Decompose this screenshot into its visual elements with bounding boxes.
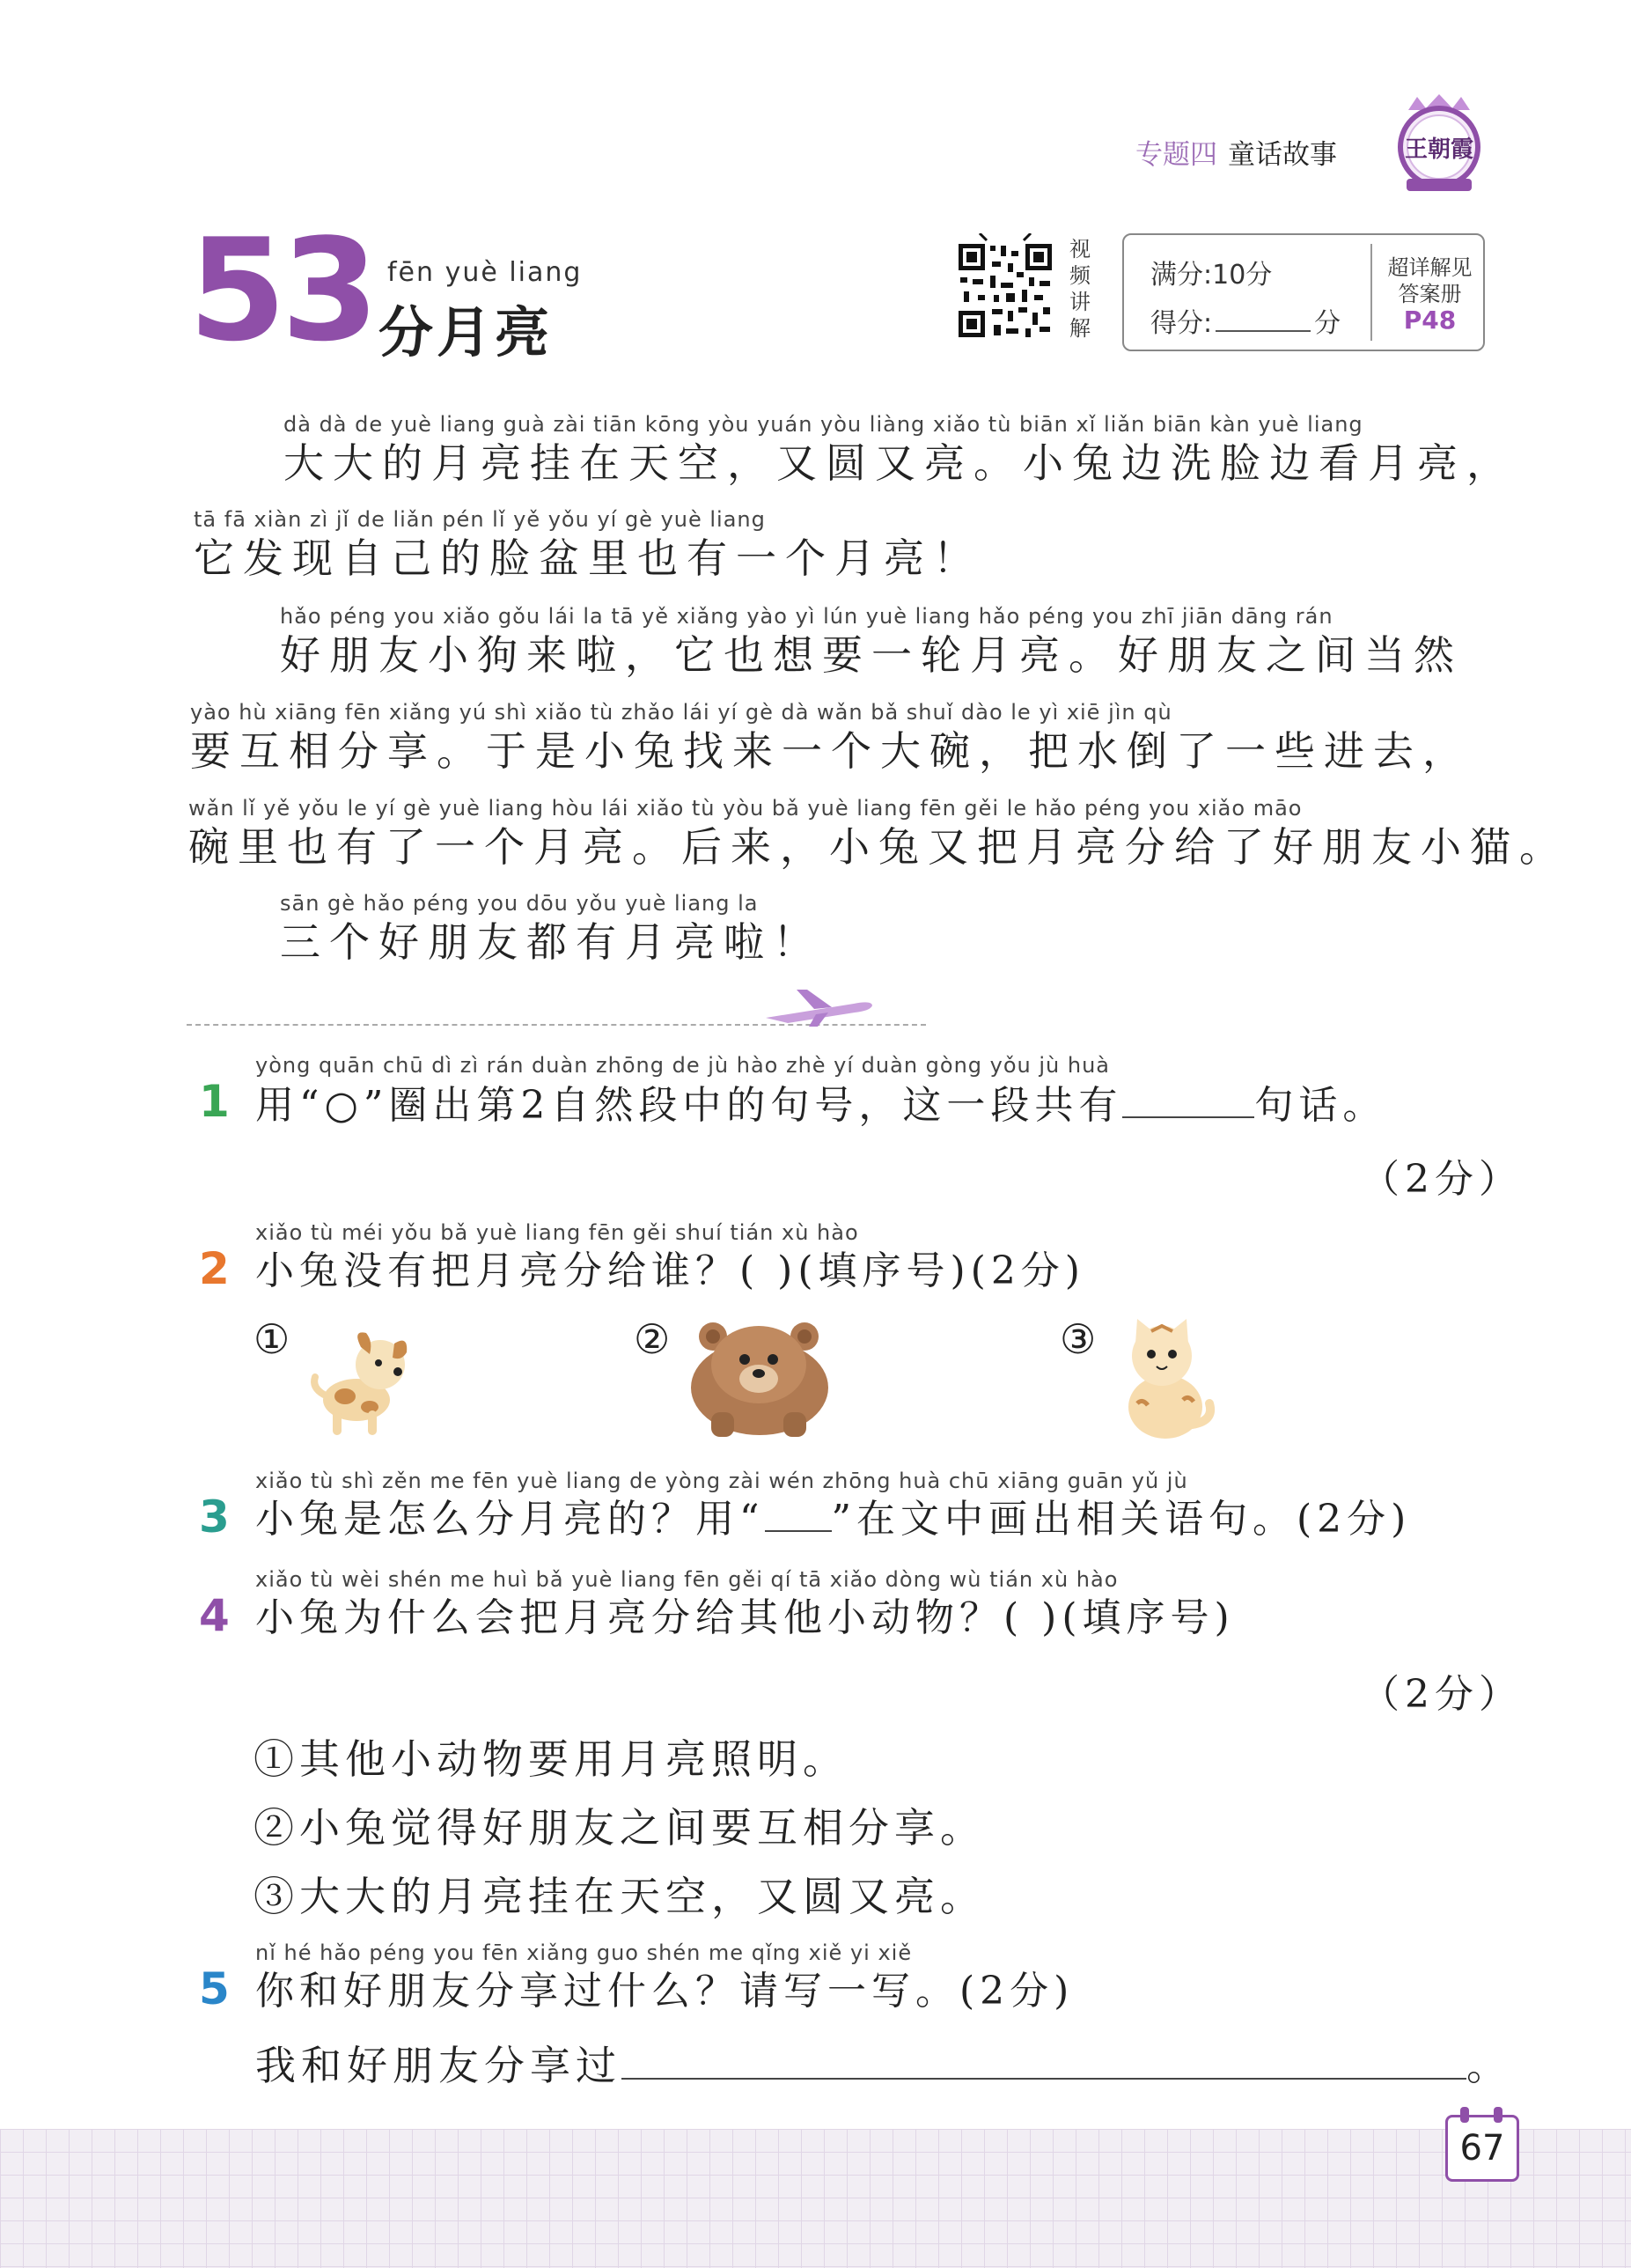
- q4-choice-2: ②小兔觉得好朋友之间要互相分享。: [253, 1804, 986, 1852]
- title-pinyin: fēn yuè liang: [387, 257, 583, 288]
- page-number-box: [1445, 2115, 1519, 2182]
- cat-icon: [1113, 1312, 1218, 1447]
- question-4-number: 4: [199, 1590, 230, 1641]
- badge-text: 王朝霞: [1404, 136, 1473, 163]
- lesson-title: 分月亮: [378, 300, 554, 364]
- score-box: [1122, 233, 1485, 351]
- bear-icon: [685, 1310, 834, 1446]
- brand-badge-logo: [1391, 92, 1488, 198]
- question-2-number: 2: [199, 1243, 230, 1294]
- question-2: xiǎo tù méi yǒu bǎ yuè liang fēn gěi shuí tián xù hào 小兔没有把月亮分给谁？( )(填序号)(2分): [255, 1220, 1085, 1293]
- question-3-number: 3: [199, 1491, 230, 1543]
- topic-label: 专题四: [1135, 139, 1217, 171]
- question-3: xiǎo tù shì zěn me fēn yuè liang de yòng zài wén zhōng huà chū xiāng guān yǔ jù 小兔是怎么分月亮的？用“ ”在文中画出相关语句。(2分): [255, 1469, 1412, 1542]
- q4-choice-1: ①其他小动物要用月亮照明。: [253, 1735, 849, 1783]
- topic-name: 童话故事: [1228, 139, 1337, 171]
- q5-answer-line[interactable]: 我和好朋友分享过 。: [255, 2042, 1512, 2089]
- passage-line-4: yào hù xiāng fēn xiǎng yú shì xiǎo tù zhǎo lái yí gè dà wǎn bǎ shuǐ dào le yì xiē jìn qù 要互相分享。于是小兔找来一个大碗，把水倒了一些进去，: [190, 700, 1472, 775]
- qr-label: 视 频 讲 解: [1069, 237, 1091, 341]
- question-4-score: （2分）: [1361, 1672, 1523, 1717]
- question-5: nǐ hé hǎo péng you fēn xiǎng guo shén me qǐng xiě yi xiě 你和好朋友分享过什么？请写一写。(2分): [255, 1940, 1075, 2014]
- airplane-icon: [761, 984, 876, 1028]
- passage-line-3: hǎo péng you xiǎo gǒu lái la tā yě xiǎng yào yì lún yuè liang hǎo péng you zhī jiān dāng rán 好朋友小狗来啦，它也想要一轮月亮。好朋友之间当然: [280, 604, 1463, 679]
- q1-answer-blank[interactable]: [1122, 1078, 1254, 1118]
- question-1-number: 1: [199, 1076, 230, 1127]
- question-4: xiǎo tù wèi shén me huì bǎ yuè liang fēn gěi qí tā xiǎo dòng wù tián xù hào 小兔为什么会把月亮分给其他小动物？( )(填序号): [255, 1567, 1235, 1640]
- q3-underline-sample: [765, 1495, 832, 1532]
- question-1: yòng quān chū dì zì rán duàn zhōng de jù hào zhè yí duàn gòng yǒu jù huà 用“○”圈出第2自然段中的句号，这一段共有 句话。: [255, 1053, 1387, 1128]
- full-score: 满分:10分: [1150, 260, 1273, 291]
- dog-icon: [299, 1312, 422, 1447]
- lesson-number: 53: [188, 208, 374, 372]
- q4-choice-3: ③大大的月亮挂在天空，又圆又亮。: [253, 1873, 986, 1920]
- got-score[interactable]: 得分: 分: [1150, 308, 1341, 339]
- qr-code-icon[interactable]: [955, 233, 1062, 341]
- option-2-mark: ②: [634, 1315, 671, 1363]
- option-1-mark: ①: [253, 1315, 290, 1363]
- answer-reference: 超详解见 答案册 P48: [1387, 255, 1473, 335]
- page-number: 67: [1459, 2128, 1505, 2169]
- passage-line-1: dà dà de yuè liang guà zài tiān kōng yòu yuán yòu liàng xiǎo tù biān xǐ liǎn biān kàn yuè liang 大大的月亮挂在天空，又圆又亮。小兔边洗脸边看月亮，: [283, 412, 1516, 487]
- question-5-number: 5: [199, 1963, 230, 2014]
- passage-line-6: sān gè hǎo péng you dōu yǒu yuè liang la 三个好朋友都有月亮啦！: [280, 891, 822, 966]
- footer-grid: [0, 2129, 1631, 2268]
- topic-header: [1135, 132, 1337, 172]
- passage-line-2: tā fā xiàn zì jǐ de liǎn pén lǐ yě yǒu yí gè yuè liang 它发现自己的脸盆里也有一个月亮！: [194, 507, 982, 582]
- question-1-score: （2分）: [1361, 1157, 1523, 1202]
- option-3-mark: ③: [1060, 1315, 1097, 1363]
- passage-line-5: wǎn lǐ yě yǒu le yí gè yuè liang hòu lái xiǎo tù yòu bǎ yuè liang fēn gěi le hǎo péng you xiǎo māo 碗里也有了一个月亮。后来，小兔又把月亮分给了好朋友小猫。: [188, 796, 1569, 871]
